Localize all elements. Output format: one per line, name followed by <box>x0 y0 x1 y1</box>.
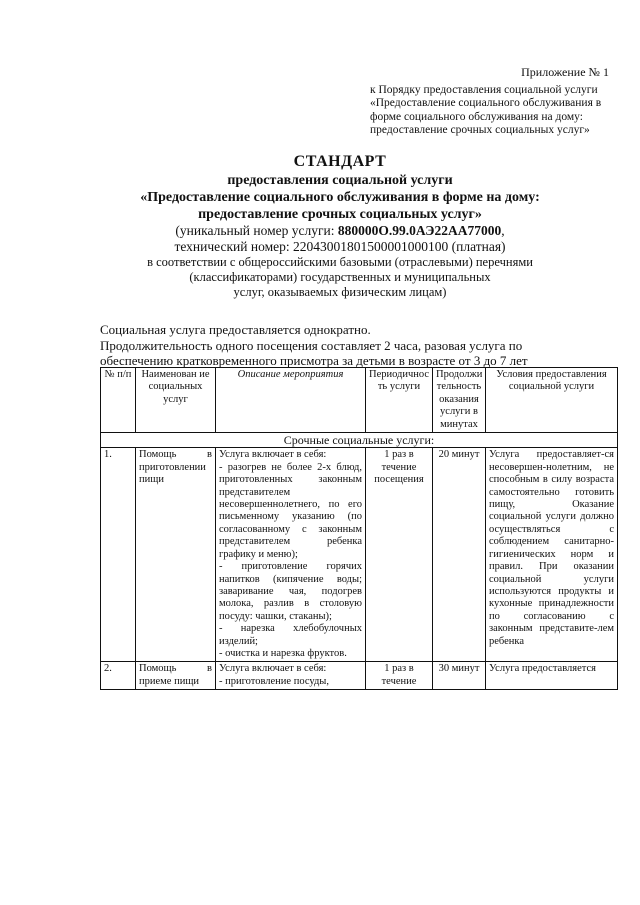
standard-title-block <box>70 152 610 300</box>
section-title: Срочные социальные услуги: <box>101 433 618 448</box>
row-duration: 20 минут <box>433 448 486 662</box>
desc-line: - приготовление посуды, <box>219 675 329 687</box>
desc-line: Услуга включает в себя: <box>219 449 327 461</box>
desc-line: - приготовление горячих напитков (кипячение воды; заваривание чая, подогрев молока, разлив в столовую посуду: чашки, стаканы); <box>219 561 362 622</box>
header-num: № п/п <box>101 368 136 433</box>
intro-line: Социальная услуга предоставляется однократно. <box>100 322 371 337</box>
row-periodicity: 1 раз в течение посещения <box>366 448 433 662</box>
table-row <box>101 448 618 662</box>
header-duration: Продолжи тельность оказания услуги в минутах <box>433 368 486 433</box>
intro-line: обеспечению кратковременного присмотра за детьми в возрасте от 3 до 7 лет <box>100 353 528 368</box>
basis-line-1: в соответствии с общероссийскими базовыми (отраслевыми) перечнями <box>147 255 533 269</box>
row-description <box>216 448 366 662</box>
header-description: Описание мероприятия <box>216 368 366 433</box>
desc-line: - разогрев не более 2-х блюд, приготовленных законным представителем несовершеннолетнего, по его письменному указанию (по согласованному с законным представителем ребенка графику и меню); <box>219 461 362 560</box>
row-description <box>216 662 366 690</box>
row-duration: 30 минут <box>433 662 486 690</box>
row-num: 2. <box>101 662 136 690</box>
unique-number-line <box>70 223 610 239</box>
header-periodicity: Периодичнос ть услуги <box>366 368 433 433</box>
appendix-title: Приложение № 1 <box>521 65 609 79</box>
appendix-block <box>370 66 615 138</box>
appendix-line: к Порядку предоставления социальной услуги <box>370 83 598 96</box>
section-row <box>101 433 618 448</box>
row-num: 1. <box>101 448 136 662</box>
row-conditions: Услуга предоставляется <box>486 662 618 690</box>
row-conditions: Услуга предоставляет-ся несовершен-нолетним, не способным в силу возраста самостоятельно готовить пищу, Оказание социальной услуги должно осуществляться с соблюдением санитарно-гигиенических норм и правил. При оказании социальной услуги используются продукты и кухонные принадлежности по согласованию с законным представите-лем ребенка <box>486 448 618 662</box>
services-table <box>100 367 618 690</box>
desc-line: - нарезка хлебобулочных изделий; <box>219 623 362 647</box>
appendix-line: форме социального обслуживания на дому: <box>370 110 583 123</box>
service-name-line-2: предоставление срочных социальных услуг» <box>198 207 482 222</box>
unique-number-suffix: , <box>501 223 505 238</box>
technical-number-line: технический номер: 22043001801500001000100 (платная) <box>174 239 506 254</box>
desc-line: Услуга включает в себя: <box>219 663 327 675</box>
standard-title: СТАНДАРТ <box>293 153 387 170</box>
table-row <box>101 662 618 690</box>
basis-line-2: (классификаторами) государственных и муниципальных <box>189 270 491 284</box>
service-name-line-1: «Предоставление социального обслуживания в форме на дому: <box>140 190 540 205</box>
unique-number-prefix: (уникальный номер услуги: <box>175 223 338 238</box>
header-name: Наименован ие социальных услуг <box>136 368 216 433</box>
row-service-name: Помощь в приготовлении пищи <box>136 448 216 662</box>
unique-number: 880000О.99.0АЭ22АА77000 <box>337 223 502 238</box>
desc-line: - очистка и нарезка фруктов. <box>219 647 347 659</box>
row-service-name: Помощь в приеме пищи <box>136 662 216 690</box>
table-header-row <box>101 368 618 433</box>
intro-line: Продолжительность одного посещения составляет 2 часа, разовая услуга по <box>100 337 523 353</box>
appendix-line: «Предоставление социального обслуживания в <box>370 97 602 109</box>
appendix-line: предоставление срочных социальных услуг» <box>370 124 590 136</box>
row-periodicity: 1 раз в течение <box>366 662 433 690</box>
intro-paragraph <box>100 322 620 369</box>
basis-line-3: услуг, оказываемых физическим лицам) <box>233 285 447 299</box>
standard-subtitle: предоставления социальной услуги <box>227 173 453 188</box>
header-conditions: Условия предоставления социальной услуги <box>486 368 618 433</box>
